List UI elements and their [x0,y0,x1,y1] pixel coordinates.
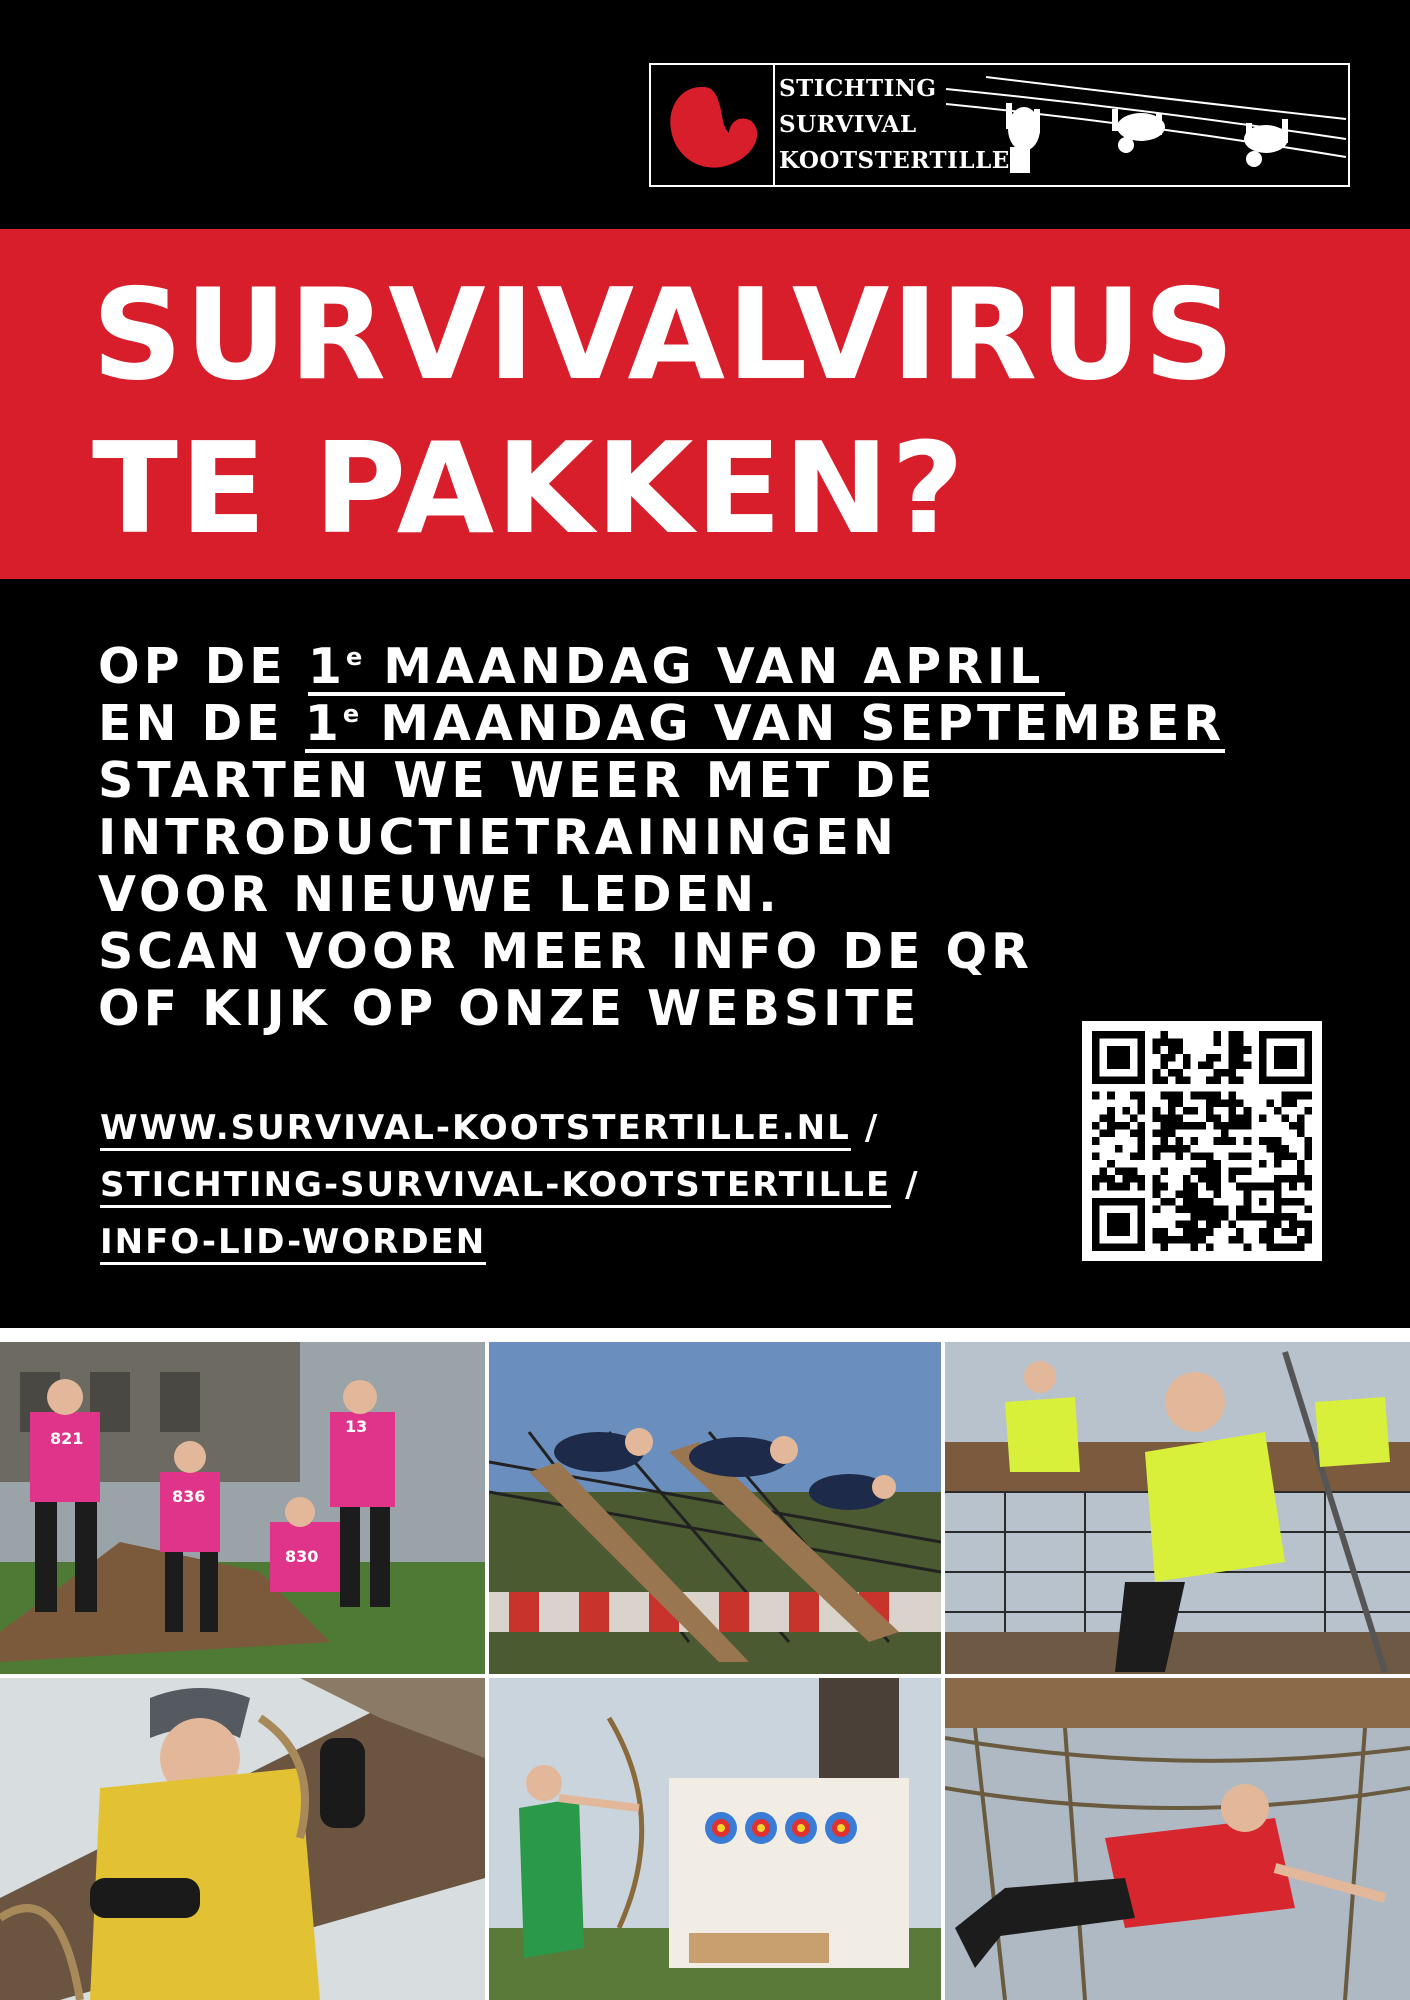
photo-log-carry [0,1678,485,2000]
intro-line-5: VOOR NIEUWE LEDEN. [98,866,781,923]
intro-line-september [98,695,1225,752]
april-ordinal-suffix: e [345,643,363,671]
photo-archery [489,1678,941,2000]
intro-line-april [98,638,1225,695]
rope-climbers-icon [946,69,1346,183]
intro-text [98,638,1225,1037]
logo-line-1: STICHTING [779,75,937,102]
website-link[interactable]: WWW.SURVIVAL-KOOTSTERTILLE.NL [100,1108,851,1151]
september-ordinal: 1 [304,695,343,752]
intro-line-3: STARTEN WE WEER MET DE [98,752,937,809]
website-links [100,1106,920,1277]
link-separator: / [905,1165,920,1205]
intro-line-7: OF KIJK OP ONZE WEBSITE [98,980,921,1037]
link-row-2 [100,1163,920,1220]
foundation-link[interactable]: STICHTING-SURVIVAL-KOOTSTERTILLE [100,1165,891,1208]
logo-name [779,71,1010,181]
april-date-underlined [307,638,1066,696]
intro-april-prefix: OP DE [98,638,308,695]
september-ordinal-suffix: e [342,700,360,728]
logo-line-2: SURVIVAL [779,111,917,138]
logo-mark-cell [651,65,775,185]
intro-september-prefix: EN DE [98,695,305,752]
link-row-1 [100,1106,920,1163]
svg-text:821: 821 [50,1429,84,1448]
headline-line-1: SURVIVALVIRUS [92,261,1237,408]
photo-rope-net [945,1678,1410,2000]
organization-logo [649,63,1350,187]
page-title [92,258,1236,566]
april-text: MAANDAG VAN APRIL [362,638,1066,695]
intro-line-6: SCAN VOOR MEER INFO DE QR [98,923,1033,980]
photo-runners [0,1342,485,1674]
qr-code-icon [1092,1031,1312,1251]
september-date-underlined [304,695,1226,753]
svg-text:830: 830 [285,1547,319,1566]
link-separator: / [864,1108,880,1148]
photo-grid [0,1328,1410,2000]
svg-text:836: 836 [172,1487,206,1506]
photo-rope-climb [945,1342,1410,1674]
photo-net-crawl [489,1342,941,1674]
svg-text:13: 13 [345,1417,368,1436]
link-row-3 [100,1220,920,1277]
april-ordinal: 1 [307,638,346,695]
intro-line-4: INTRODUCTIETRAININGEN [98,809,898,866]
headline-line-2: TE PAKKEN? [92,415,967,562]
membership-info-link[interactable]: INFO-LID-WORDEN [100,1222,486,1265]
logo-line-3: KOOTSTERTILLE [779,147,1010,174]
heart-logo-icon [663,75,763,175]
september-text: MAANDAG VAN SEPTEMBER [359,695,1226,752]
qr-code[interactable] [1082,1021,1322,1261]
